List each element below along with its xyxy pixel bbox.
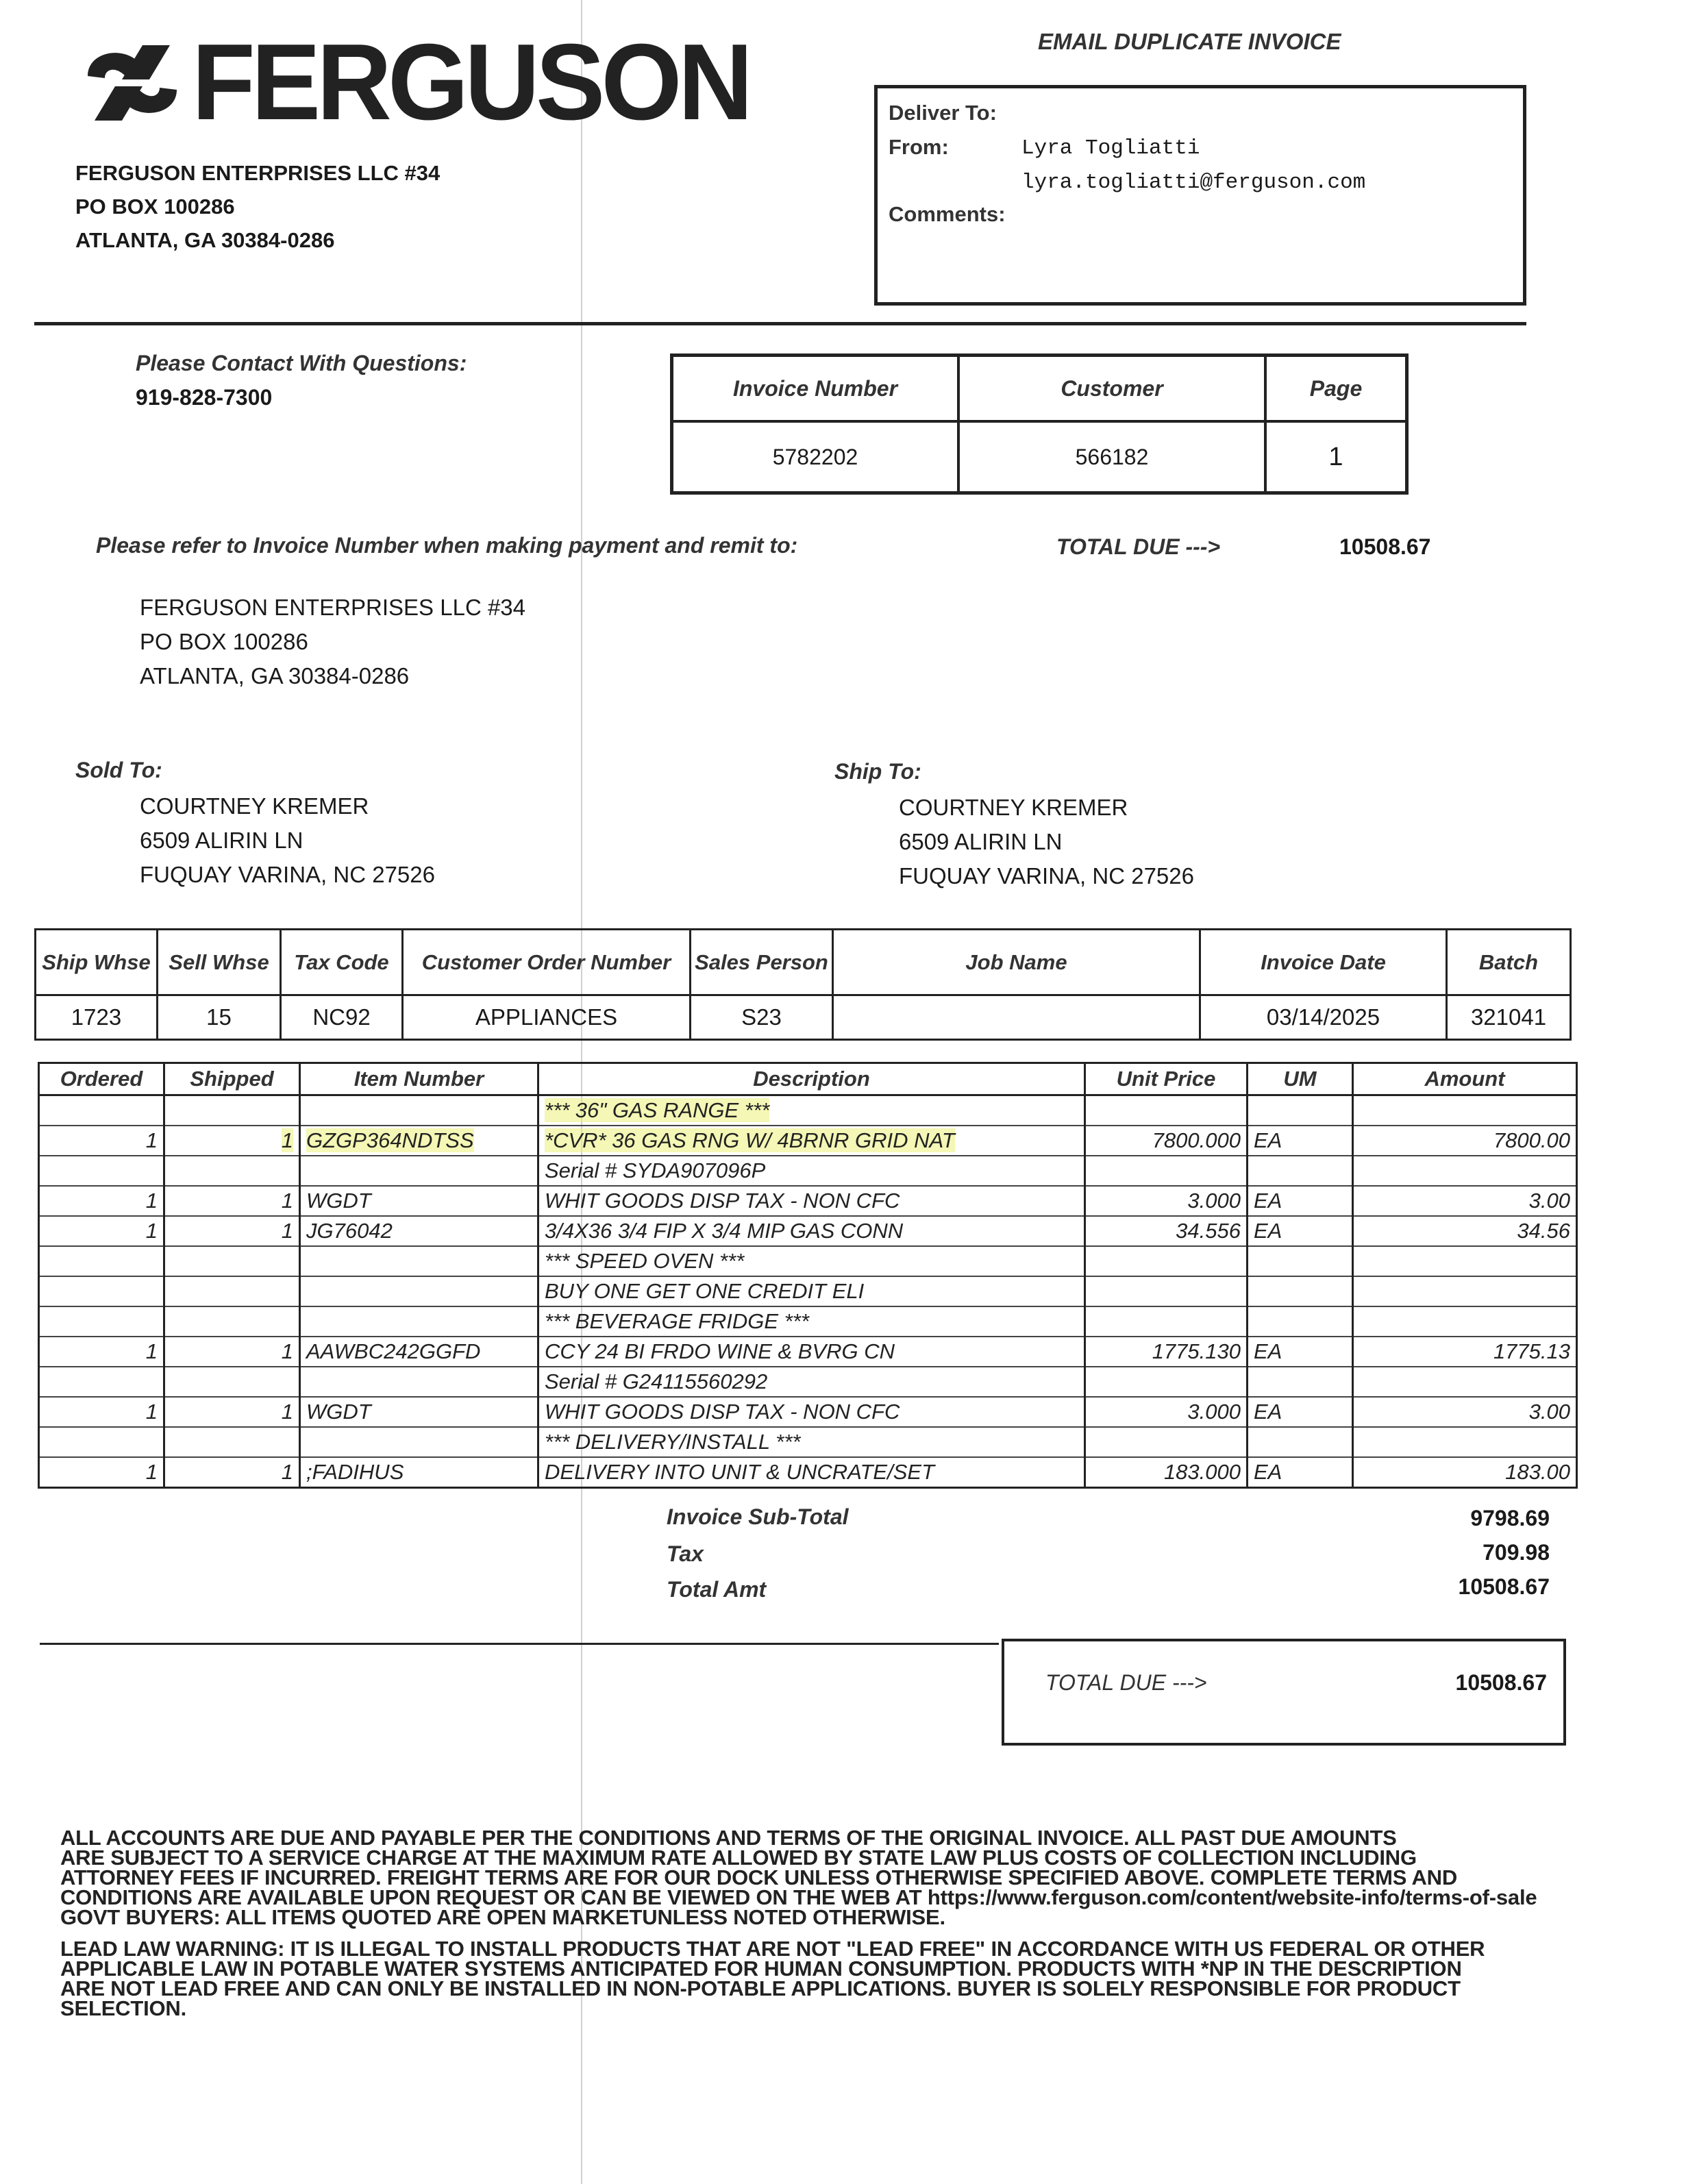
- unit-price-cell: [1085, 1276, 1248, 1306]
- item-number-text: WGDT: [306, 1189, 371, 1213]
- from-email: lyra.togliatti@ferguson.com: [1021, 171, 1366, 195]
- order-info-table: [34, 928, 1572, 1041]
- description-text: DELIVERY INTO UNIT & UNCRATE/SET: [545, 1460, 935, 1484]
- um-cell: [1248, 1306, 1353, 1337]
- company-address: [75, 156, 440, 257]
- customer-order-number-value: APPLIANCES: [404, 996, 691, 1039]
- sold-to-label: Sold To:: [75, 758, 162, 782]
- header-divider: [34, 322, 1526, 325]
- ship-to-city: FUQUAY VARINA, NC 27526: [899, 863, 1194, 889]
- description-cell: [538, 1457, 1085, 1488]
- amount-cell: [1353, 1306, 1577, 1337]
- customer-order-number-header: Customer Order Number: [404, 930, 691, 996]
- tax-code-header: Tax Code: [282, 930, 404, 996]
- line-item-row: [39, 1397, 1577, 1427]
- remit-note: Please refer to Invoice Number when making payment and remit to:: [96, 533, 798, 558]
- from-name: Lyra Togliatti: [1021, 136, 1200, 160]
- ordered-text: 1: [145, 1219, 158, 1243]
- um-text: EA: [1254, 1189, 1282, 1213]
- subtotal-value: 9798.69: [1470, 1506, 1550, 1530]
- ordered-text: 1: [145, 1128, 158, 1152]
- line-item-row: [39, 1427, 1577, 1457]
- logo-wordmark: FERGUSON: [192, 22, 749, 142]
- um-cell: [1248, 1367, 1353, 1397]
- um-cell: [1248, 1337, 1353, 1367]
- description-text: Serial # SYDA907096P: [545, 1158, 766, 1182]
- description-cell: [538, 1216, 1085, 1246]
- line-item-row: [39, 1306, 1577, 1337]
- item-number-cell: [300, 1276, 538, 1306]
- ship-whse-header: Ship Whse: [36, 930, 158, 996]
- description-text: *** BEVERAGE FRIDGE ***: [545, 1309, 809, 1333]
- um-cell: [1248, 1095, 1353, 1126]
- line-item-row: [39, 1457, 1577, 1488]
- item-number-cell: [300, 1186, 538, 1216]
- unit-price-cell: [1085, 1156, 1248, 1186]
- subtotal-label: Invoice Sub-Total: [667, 1504, 849, 1529]
- unit-price-cell: [1085, 1397, 1248, 1427]
- batch-value: 321041: [1470, 1004, 1547, 1030]
- line-item-row: [39, 1095, 1577, 1126]
- invoice-date-header: Invoice Date: [1201, 930, 1448, 996]
- ordered-text: 1: [145, 1339, 158, 1363]
- line-item-row: [39, 1156, 1577, 1186]
- description-cell: [538, 1367, 1085, 1397]
- ordered-cell: [39, 1337, 164, 1367]
- ordered-cell: [39, 1095, 164, 1126]
- amount-cell: [1353, 1156, 1577, 1186]
- shipped-text: 1: [281, 1189, 293, 1213]
- item-number-text: GZGP364NDTSS: [306, 1128, 474, 1152]
- tax-value: 709.98: [1483, 1540, 1550, 1565]
- remit-city: ATLANTA, GA 30384-0286: [140, 663, 410, 688]
- um-text: EA: [1254, 1219, 1282, 1243]
- sell-whse-header: Sell Whse: [158, 930, 282, 996]
- tax-code-value: NC92: [282, 996, 404, 1039]
- um-header: UM: [1248, 1063, 1353, 1095]
- item-number-cell: [300, 1095, 538, 1126]
- description-cell: [538, 1126, 1085, 1156]
- unit-price-cell: [1085, 1216, 1248, 1246]
- total-amt-value: 10508.67: [1458, 1574, 1550, 1599]
- sold-to-city: FUQUAY VARINA, NC 27526: [140, 862, 435, 887]
- item-number-cell: [300, 1216, 538, 1246]
- customer-header: Customer: [960, 357, 1267, 423]
- description-cell: [538, 1186, 1085, 1216]
- comments-label: Comments:: [889, 202, 1006, 226]
- deliver-to-label: Deliver To:: [889, 101, 997, 125]
- ferguson-emblem-icon: [74, 38, 190, 127]
- tax-label: Tax: [667, 1541, 704, 1566]
- shipped-text: 1: [281, 1400, 293, 1424]
- amount-cell: [1353, 1126, 1577, 1156]
- unit-price-text: 34.556: [1176, 1219, 1241, 1243]
- total-due-value-top: 10508.67: [1339, 534, 1431, 559]
- shipped-cell: [164, 1186, 300, 1216]
- description-cell: [538, 1306, 1085, 1337]
- ship-to-label: Ship To:: [834, 759, 921, 784]
- ordered-header: Ordered: [39, 1063, 164, 1095]
- contact-phone: 919-828-7300: [136, 385, 273, 410]
- shipped-text: 1: [281, 1128, 293, 1152]
- shipped-cell: [164, 1427, 300, 1457]
- item-number-cell: [300, 1367, 538, 1397]
- terms-line: SELECTION.: [60, 1996, 187, 2020]
- total-due-box: [1002, 1639, 1566, 1746]
- company-po-box: PO BOX 100286: [75, 195, 235, 219]
- item-number-text: ;FADIHUS: [306, 1460, 404, 1484]
- line-item-row: [39, 1276, 1577, 1306]
- item-number-header: Item Number: [300, 1063, 538, 1095]
- description-cell: [538, 1246, 1085, 1276]
- line-item-row: [39, 1246, 1577, 1276]
- amount-cell: [1353, 1276, 1577, 1306]
- unit-price-cell: [1085, 1457, 1248, 1488]
- sales-person-header: Sales Person: [691, 930, 834, 996]
- shipped-text: 1: [281, 1219, 293, 1243]
- terms-line: ATTORNEY FEES IF INCURRED. FREIGHT TERMS ARE FOR OUR DOCK UNLESS OTHERWISE SPECIFIED ABOVE. COMPLETE TERMS AND: [60, 1865, 1458, 1889]
- terms-line: ARE NOT LEAD FREE AND CAN ONLY BE INSTALLED IN NON-POTABLE APPLICATIONS. BUYER IS SOLELY RESPONSIBLE FOR PRODUCT: [60, 1976, 1461, 2000]
- sales-person-value: S23: [691, 996, 834, 1039]
- line-item-row: [39, 1126, 1577, 1156]
- shipped-cell: [164, 1246, 300, 1276]
- amount-cell: [1353, 1095, 1577, 1126]
- total-due-label-top: TOTAL DUE --->: [1056, 534, 1221, 559]
- invoice-summary-box: [670, 353, 1409, 495]
- terms-line: ARE SUBJECT TO A SERVICE CHARGE AT THE MAXIMUM RATE ALLOWED BY STATE LAW PLUS COSTS OF COLLECTION INCLUDING: [60, 1846, 1417, 1870]
- description-text: CCY 24 BI FRDO WINE & BVRG CN: [545, 1339, 895, 1363]
- invoice-date-value: 03/14/2025: [1201, 996, 1448, 1039]
- item-number-text: WGDT: [306, 1400, 371, 1424]
- total-amt-label: Total Amt: [667, 1577, 767, 1602]
- shipped-cell: [164, 1216, 300, 1246]
- unit-price-cell: [1085, 1246, 1248, 1276]
- ordered-text: 1: [145, 1400, 158, 1424]
- shipped-cell: [164, 1457, 300, 1488]
- description-text: 3/4X36 3/4 FIP X 3/4 MIP GAS CONN: [545, 1219, 904, 1243]
- unit-price-cell: [1085, 1367, 1248, 1397]
- page-header: Page: [1267, 357, 1405, 423]
- shipped-cell: [164, 1397, 300, 1427]
- unit-price-text: 183.000: [1163, 1460, 1241, 1484]
- contact-label: Please Contact With Questions:: [136, 351, 467, 375]
- item-number-cell: [300, 1457, 538, 1488]
- email-box: [874, 85, 1526, 306]
- um-cell: [1248, 1246, 1353, 1276]
- unit-price-text: 3.000: [1187, 1400, 1241, 1424]
- description-text: BUY ONE GET ONE CREDIT ELI: [545, 1279, 865, 1303]
- unit-price-text: 1775.130: [1152, 1339, 1241, 1363]
- ordered-cell: [39, 1216, 164, 1246]
- remit-address: [140, 591, 525, 693]
- unit-price-cell: [1085, 1126, 1248, 1156]
- total-due-value-bottom: 10508.67: [1455, 1670, 1547, 1695]
- amount-cell: [1353, 1246, 1577, 1276]
- ordered-cell: [39, 1126, 164, 1156]
- um-cell: [1248, 1457, 1353, 1488]
- um-cell: [1248, 1216, 1353, 1246]
- ferguson-logo: [74, 22, 749, 142]
- description-header: Description: [538, 1063, 1085, 1095]
- description-cell: [538, 1095, 1085, 1126]
- ordered-cell: [39, 1246, 164, 1276]
- unit-price-header: Unit Price: [1085, 1063, 1248, 1095]
- terms-line: APPLICABLE LAW IN POTABLE WATER SYSTEMS ANTICIPATED FOR HUMAN CONSUMPTION. PRODUCTS WITH *NP IN THE DESCRIPTION: [60, 1957, 1462, 1981]
- um-text: EA: [1254, 1128, 1282, 1152]
- amount-text: 1775.13: [1493, 1339, 1570, 1363]
- description-cell: [538, 1276, 1085, 1306]
- um-cell: [1248, 1427, 1353, 1457]
- line-item-row: [39, 1367, 1577, 1397]
- remit-name: FERGUSON ENTERPRISES LLC #34: [140, 595, 525, 620]
- terms-paragraph: [60, 1828, 1537, 1927]
- shipped-text: 1: [281, 1339, 293, 1363]
- lead-law-warning: [60, 1939, 1485, 2018]
- job-name-value: [834, 996, 1201, 1039]
- item-number-cell: [300, 1126, 538, 1156]
- total-due-label-bottom: TOTAL DUE --->: [1045, 1670, 1207, 1695]
- customer-value: 566182: [960, 423, 1267, 491]
- description-text: *** 36" GAS RANGE ***: [545, 1098, 770, 1122]
- amount-cell: [1353, 1397, 1577, 1427]
- um-text: EA: [1254, 1339, 1282, 1363]
- item-number-cell: [300, 1397, 538, 1427]
- invoice-number-header: Invoice Number: [673, 357, 960, 423]
- description-cell: [538, 1427, 1085, 1457]
- company-city: ATLANTA, GA 30384-0286: [75, 228, 335, 252]
- shipped-cell: [164, 1126, 300, 1156]
- shipped-cell: [164, 1156, 300, 1186]
- sold-to-address: [140, 789, 435, 892]
- item-number-cell: [300, 1337, 538, 1367]
- description-text: *CVR* 36 GAS RNG W/ 4BRNR GRID NAT: [545, 1128, 955, 1152]
- item-number-cell: [300, 1156, 538, 1186]
- line-item-row: [39, 1186, 1577, 1216]
- from-label: From:: [889, 135, 949, 159]
- um-cell: [1248, 1126, 1353, 1156]
- ordered-cell: [39, 1306, 164, 1337]
- unit-price-cell: [1085, 1095, 1248, 1126]
- shipped-header: Shipped: [164, 1063, 300, 1095]
- um-cell: [1248, 1276, 1353, 1306]
- item-number-cell: [300, 1427, 538, 1457]
- ordered-cell: [39, 1186, 164, 1216]
- sold-to-street: 6509 ALIRIN LN: [140, 828, 303, 853]
- line-items-table: [38, 1062, 1578, 1489]
- amount-text: 7800.00: [1493, 1128, 1570, 1152]
- shipped-cell: [164, 1337, 300, 1367]
- unit-price-cell: [1085, 1337, 1248, 1367]
- ordered-text: 1: [145, 1460, 158, 1484]
- ordered-cell: [39, 1156, 164, 1186]
- ordered-cell: [39, 1367, 164, 1397]
- terms-line: ALL ACCOUNTS ARE DUE AND PAYABLE PER THE CONDITIONS AND TERMS OF THE ORIGINAL INVOICE. ALL PAST DUE AMOUNTS: [60, 1826, 1397, 1850]
- ship-whse-value: 1723: [36, 996, 158, 1039]
- terms-line: GOVT BUYERS: ALL ITEMS QUOTED ARE OPEN MARKETUNLESS NOTED OTHERWISE.: [60, 1905, 945, 1929]
- amount-cell: [1353, 1186, 1577, 1216]
- ordered-cell: [39, 1276, 164, 1306]
- terms-line: LEAD LAW WARNING: IT IS ILLEGAL TO INSTALL PRODUCTS THAT ARE NOT "LEAD FREE" IN ACCORDANCE WITH US FEDERAL OR OTHER: [60, 1937, 1485, 1961]
- um-text: EA: [1254, 1400, 1282, 1424]
- item-number-cell: [300, 1306, 538, 1337]
- amount-cell: [1353, 1216, 1577, 1246]
- shipped-cell: [164, 1095, 300, 1126]
- amount-cell: [1353, 1367, 1577, 1397]
- line-item-row: [39, 1337, 1577, 1367]
- description-text: *** SPEED OVEN ***: [545, 1249, 745, 1273]
- ship-to-street: 6509 ALIRIN LN: [899, 829, 1063, 854]
- amount-text: 3.00: [1528, 1400, 1570, 1424]
- description-text: WHIT GOODS DISP TAX - NON CFC: [545, 1189, 900, 1213]
- description-cell: [538, 1397, 1085, 1427]
- totals-divider: [40, 1643, 999, 1645]
- item-number-text: JG76042: [306, 1219, 393, 1243]
- shipped-cell: [164, 1367, 300, 1397]
- terms-line: CONDITIONS ARE AVAILABLE UPON REQUEST OR CAN BE VIEWED ON THE WEB AT https://www.ferguson.com/content/website-info/terms-of-sale: [60, 1885, 1537, 1909]
- description-text: *** DELIVERY/INSTALL ***: [545, 1430, 801, 1454]
- um-cell: [1248, 1186, 1353, 1216]
- shipped-cell: [164, 1276, 300, 1306]
- amount-cell: [1353, 1427, 1577, 1457]
- ordered-cell: [39, 1457, 164, 1488]
- email-duplicate-title: EMAIL DUPLICATE INVOICE: [1038, 29, 1341, 54]
- um-cell: [1248, 1156, 1353, 1186]
- unit-price-text: 7800.000: [1152, 1128, 1241, 1152]
- invoice-number-value: 5782202: [673, 423, 960, 491]
- shipped-text: 1: [281, 1460, 293, 1484]
- amount-cell: [1353, 1337, 1577, 1367]
- ordered-cell: [39, 1427, 164, 1457]
- line-items-header-row: [39, 1063, 1577, 1095]
- item-number-text: AAWBC242GGFD: [306, 1339, 481, 1363]
- unit-price-cell: [1085, 1427, 1248, 1457]
- job-name-header: Job Name: [834, 930, 1201, 996]
- amount-header: Amount: [1353, 1063, 1577, 1095]
- ship-to-name: COURTNEY KREMER: [899, 795, 1128, 820]
- line-item-row: [39, 1216, 1577, 1246]
- ship-to-address: [899, 791, 1194, 893]
- remit-po-box: PO BOX 100286: [140, 629, 308, 654]
- description-cell: [538, 1156, 1085, 1186]
- amount-text: 3.00: [1528, 1189, 1570, 1213]
- amount-text: 34.56: [1517, 1219, 1570, 1243]
- amount-text: 183.00: [1505, 1460, 1570, 1484]
- description-text: Serial # G24115560292: [545, 1369, 768, 1393]
- description-text: WHIT GOODS DISP TAX - NON CFC: [545, 1400, 900, 1424]
- unit-price-cell: [1085, 1186, 1248, 1216]
- item-number-cell: [300, 1246, 538, 1276]
- unit-price-text: 3.000: [1187, 1189, 1241, 1213]
- ordered-cell: [39, 1397, 164, 1427]
- description-cell: [538, 1337, 1085, 1367]
- sell-whse-value: 15: [158, 996, 282, 1039]
- amount-cell: [1353, 1457, 1577, 1488]
- um-cell: [1248, 1397, 1353, 1427]
- sold-to-name: COURTNEY KREMER: [140, 793, 369, 819]
- page-value: 1: [1328, 442, 1343, 471]
- um-text: EA: [1254, 1460, 1282, 1484]
- unit-price-cell: [1085, 1306, 1248, 1337]
- shipped-cell: [164, 1306, 300, 1337]
- company-name: FERGUSON ENTERPRISES LLC #34: [75, 161, 441, 185]
- batch-header: Batch: [1448, 930, 1570, 996]
- ordered-text: 1: [145, 1189, 158, 1213]
